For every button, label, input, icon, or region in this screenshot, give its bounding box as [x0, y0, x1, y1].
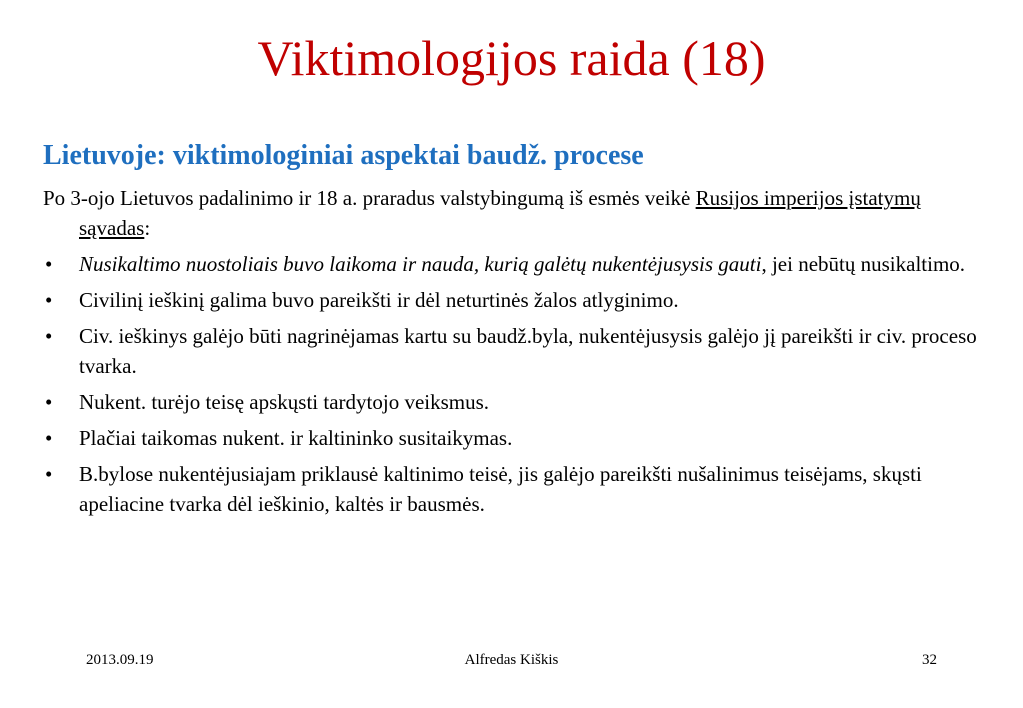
bullet-item — [43, 285, 983, 315]
bullet-text: Civilinį ieškinį galima buvo pareikšti ir dėl neturtinės žalos atlyginimo. — [79, 288, 679, 312]
bullet-item — [43, 387, 983, 417]
footer-author: Alfredas Kiškis — [464, 652, 559, 668]
bullet-text: Civ. ieškinys galėjo būti nagrinėjamas kartu su baudž.byla, nukentėjusysis galėjo jį pareikšti ir civ. proceso tvarka. — [79, 324, 977, 378]
bullet-mark: • — [45, 426, 53, 450]
intro-paragraph — [43, 183, 983, 243]
bullet-mark: • — [45, 390, 53, 414]
bullet-text: , jei nebūtų nusikaltimo. — [761, 252, 966, 276]
bullet-item — [43, 249, 983, 279]
bullet-mark: • — [45, 288, 53, 312]
intro-text-end: : — [144, 216, 151, 240]
slide-title: Viktimologijos raida (18) — [257, 30, 766, 86]
bullet-text: Plačiai taikomas nukent. ir kaltininko susitaikymas. — [79, 426, 513, 450]
bullet-list — [43, 249, 983, 519]
slide-subheading: Lietuvoje: viktimologiniai aspektai baudž. procese — [43, 140, 644, 171]
bullet-mark: • — [45, 462, 53, 486]
bullet-item — [43, 423, 983, 453]
bullet-text: Nukent. turėjo teisę apskųsti tardytojo veiksmus. — [79, 390, 490, 414]
footer-page-number: 32 — [922, 652, 937, 668]
intro-text: Po 3-ojo Lietuvos padalinimo ir 18 a. praradus valstybingumą iš esmės veikė — [43, 186, 696, 210]
bullet-italic-text: Nusikaltimo nuostoliais buvo laikoma ir nauda, kurią galėtų nukentėjusysis gauti — [79, 252, 762, 276]
slide-body — [43, 183, 983, 525]
bullet-text: B.bylose nukentėjusiajam priklausė kaltinimo teisė, jis galėjo pareikšti nušalinimus teisėjams, skųsti apeliacine tvarka dėl ieškinio, kaltės ir bausmės. — [79, 462, 922, 516]
bullet-mark: • — [45, 324, 53, 348]
intro-underlined-text: Rusijos imperijos įstatymų sąvadas — [79, 186, 921, 240]
bullet-item — [43, 321, 983, 381]
footer-date: 2013.09.19 — [86, 652, 154, 668]
bullet-item — [43, 459, 983, 519]
bullet-mark: • — [45, 252, 53, 276]
